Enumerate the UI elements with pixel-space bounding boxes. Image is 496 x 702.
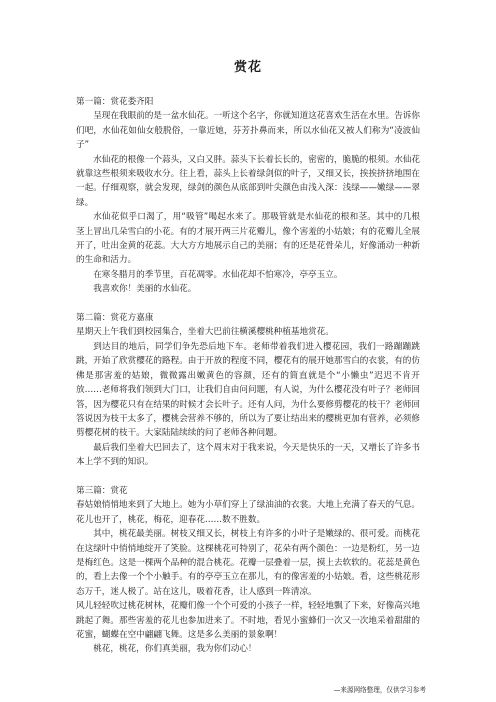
paragraph: 水仙花似乎口渴了，用“吸管”喝起水来了。那吸管就是水仙花的根和茎。其中的几根茎上冒出几朵雪白的小花。有的才展开两三片花瓣儿，像个害羞的小姑娘；有的花瓣儿全展开了，吐出金黄的花蕊。大大方方地展示自己的美丽；有的还是花骨朵儿，好像涌动一种新的生命和活力。 [76,212,420,266]
paragraph: 风儿轻轻吹过桃花树林，花瓣们像一个个可爱的小孩子一样，轻轻地飘了下来，好像高兴地跳起了舞。那些害羞的花儿也参加进来了。不时地，看见小蜜蜂们一次又一次地采着甜甜的花蜜，蝴蝶在空中翩翩飞舞。这是多么美丽的景象啊！ [76,601,420,640]
section-spacer [76,297,420,311]
paragraph: 桃花，桃花，你们真美丽，我为你们动心！ [93,644,257,655]
paragraph: 我喜欢你！美丽的水仙花。 [93,284,197,295]
paragraph: 到达目的地后，同学们争先恐后地下车。老师带着我们进入樱花园，我们一路蹦蹦跳跳，开始了欣赏樱花的路程。由于开放的程度不同，樱花有的展开她那雪白的衣裳，有的仿佛是那害羞的姑娘，微微露出嫩黄色的容颜，还有的简直就是个“小懒虫”迟迟不肯开放……老师将我们领到大门口，让我们自由问问题，有人说，为什么樱花没有叶子？老师回答，因为樱花只有在结果的时候才会长叶子。还有人问，为什么要修剪樱花的枝干？老师回答说因为枝干太多了，樱桃会营养不够的，所以为了要让结出来的樱桃更加有营养，必须修剪樱花树的枝干。大家陆陆续续的问了老师各种问题。 [76,341,420,439]
source-footer: —来源网络整理，仅供学习参考 [333,686,426,694]
article-body [76,95,420,657]
section-heading-2: 第二篇：赏花方嘉康 [76,313,154,324]
section-spacer [76,470,420,484]
paragraph: 呈现在我眼前的是一盆水仙花。一听这个名字，你就知道这花喜欢生活在水里。告诉你们吧，水仙花如仙女般脱俗，一靠近她，芬芳扑鼻而来，所以水仙花又被人们称为“凌波仙子” [76,111,420,151]
paragraph: 水仙花的根像一个蒜头，又白又胖。蒜头下长着长长的，密密的，脆脆的根须。水仙花就靠这些根须来吸收水分。往上看，蒜头上长着绿剑似的叶子，又细又长，挨挨挤挤地围在一起。仔细观察，就会发现，绿剑的颜色从底部到叶尖颜色由浅入深：浅绿——嫩绿——翠绿。 [76,154,420,208]
page-title: 赏花 [233,60,262,75]
paragraph: 在寒冬腊月的季节里，百花凋零。水仙花却不怕寒冷，亭亭玉立。 [93,269,343,280]
paragraph: 其中，桃花最美丽。树枝又细又长，树枝上有许多的小叶子是嫩绿的、很可爱。而桃花在这绿叶中悄悄地绽开了笑脸。这棵桃花可特别了，花朵有两个颜色：一边是粉红，另一边是梅红色。这是一棵两个品种的混合桃花。花瓣一层叠着一层，摸上去软软的。花蕊是黄色的，看上去像一个个小触手。有的亭亭玉立在那儿，有的像害羞的小姑娘。看，这些桃花形态万千，迷人极了。站在这儿，吸着花香，让人感到一阵清凉。 [76,529,420,597]
section-heading-3: 第三篇：赏花 [76,485,128,496]
section-heading-1: 第一篇：赏花娄齐阳 [76,97,154,107]
paragraph: 春姑娘悄悄地来到了大地上。她为小草们穿上了绿油油的衣裳。大地上充满了春天的气息。花儿也开了，桃花，梅花，迎春花……数不胜数。 [76,500,420,525]
paragraph: 星期天上午我们到校园集合，坐着大巴前往横溪樱桃种植基地赏花。 [76,327,334,338]
paragraph: 最后我们坐着大巴回去了，这个周末对于我来说，今天是快乐的一天，又增长了许多书本上学不到的知识。 [76,442,420,468]
